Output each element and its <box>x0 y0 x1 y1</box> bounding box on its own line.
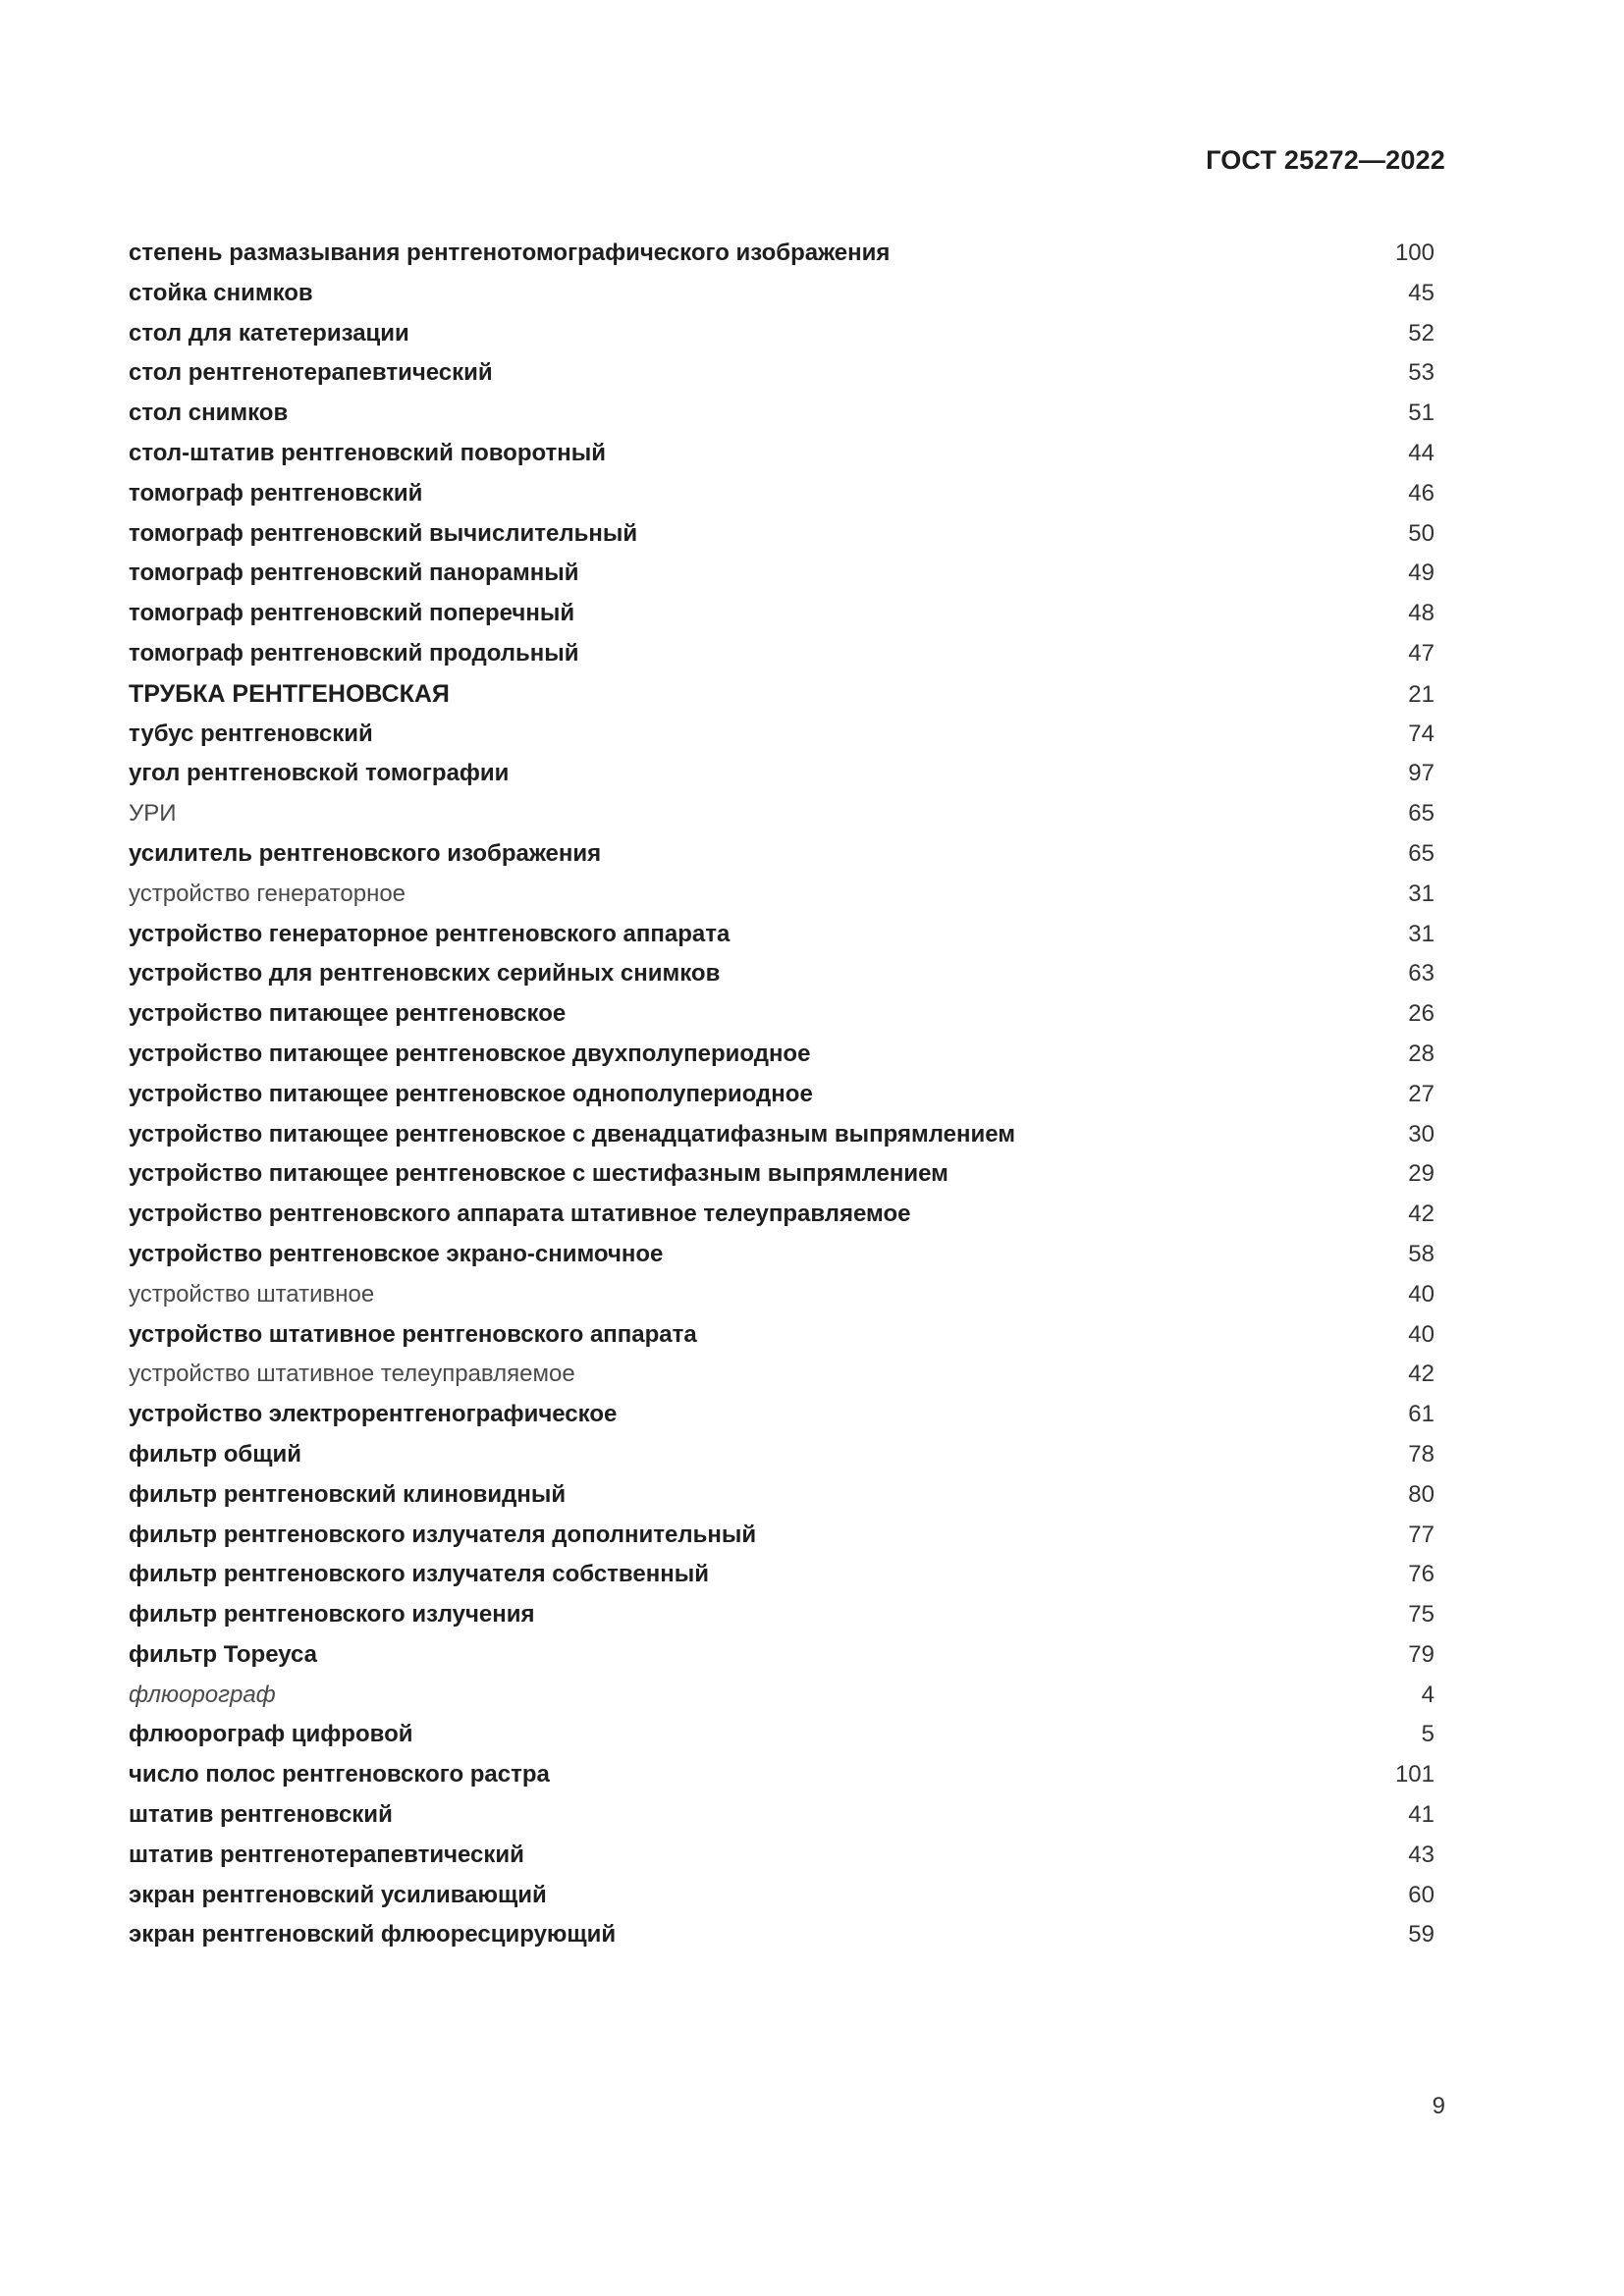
index-entry <box>129 474 1435 514</box>
index-term: устройство генераторное рентгеновского аппарата <box>129 920 731 947</box>
index-term: штатив рентгеновский <box>129 1801 393 1829</box>
index-term-number: 78 <box>1408 1440 1435 1468</box>
index-entry <box>129 1275 1435 1315</box>
index-entry <box>129 1555 1435 1595</box>
index-entry <box>129 1075 1435 1115</box>
index-entry <box>129 434 1435 474</box>
index-term: томограф рентгеновский панорамный <box>129 560 579 587</box>
index-term: число полос рентгеновского растра <box>129 1761 550 1789</box>
index-term: флюорограф цифровой <box>129 1721 413 1748</box>
index-term-number: 51 <box>1408 400 1435 427</box>
index-term-number: 59 <box>1408 1921 1435 1949</box>
index-entry <box>129 1395 1435 1435</box>
index-entry <box>129 994 1435 1035</box>
index-term: устройство электрорентгенографическое <box>129 1401 618 1428</box>
index-entry <box>129 1475 1435 1516</box>
index-term-number: 50 <box>1408 519 1435 547</box>
index-term-number: 5 <box>1421 1721 1435 1748</box>
index-term-number: 75 <box>1408 1601 1435 1629</box>
index-term: фильтр рентгеновского излучателя дополнительный <box>129 1521 757 1548</box>
index-term-number: 60 <box>1408 1881 1435 1908</box>
index-term: флюорограф <box>129 1681 276 1708</box>
index-term-number: 101 <box>1394 1761 1435 1789</box>
index-term: устройство штативное <box>129 1280 375 1308</box>
index-term: угол рентгеновской томографии <box>129 760 510 787</box>
index-term-number: 76 <box>1408 1561 1435 1588</box>
index-entry <box>129 875 1435 915</box>
index-term: стойка снимков <box>129 279 313 306</box>
index-term-number: 49 <box>1408 560 1435 587</box>
index-entry <box>129 1676 1435 1716</box>
index-entry <box>129 1595 1435 1635</box>
index-term: фильтр рентгеновский клиновидный <box>129 1480 567 1508</box>
index-entry <box>129 554 1435 594</box>
index-entry <box>129 1876 1435 1916</box>
index-entry <box>129 1755 1435 1795</box>
index-term-number: 65 <box>1408 839 1435 867</box>
index-term-number: 97 <box>1408 760 1435 787</box>
index-term: устройство рентгеновского аппарата штативное телеуправляемое <box>129 1201 911 1228</box>
index-entry <box>129 314 1435 354</box>
index-term-number: 42 <box>1408 1201 1435 1228</box>
index-term: фильтр рентгеновского излучения <box>129 1601 535 1629</box>
index-term: усилитель рентгеновского изображения <box>129 839 602 867</box>
index-term-number: 45 <box>1408 279 1435 306</box>
index-term: устройство рентгеновское экрано-снимочное <box>129 1240 664 1267</box>
index-entry <box>129 1836 1435 1876</box>
index-term-number: 44 <box>1408 439 1435 466</box>
index-entry <box>129 1915 1435 1955</box>
index-term-number: 29 <box>1408 1160 1435 1188</box>
index-term-number: 79 <box>1408 1640 1435 1668</box>
index-entry <box>129 1115 1435 1155</box>
index-term: томограф рентгеновский <box>129 479 423 507</box>
index-entry <box>129 754 1435 794</box>
index-term-number: 65 <box>1408 800 1435 828</box>
index-term-number: 52 <box>1408 319 1435 347</box>
index-term: устройство питающее рентгеновское с шестифазным выпрямлением <box>129 1160 948 1188</box>
index-entry <box>129 834 1435 875</box>
index-term: томограф рентгеновский продольный <box>129 639 579 667</box>
index-entry <box>129 794 1435 834</box>
index-entry <box>129 1195 1435 1235</box>
index-term: стол-штатив рентгеновский поворотный <box>129 439 607 466</box>
index-term: фильтр общий <box>129 1440 301 1468</box>
index-term: экран рентгеновский усиливающий <box>129 1881 547 1908</box>
term-index-list <box>129 234 1435 1955</box>
index-entry <box>129 1035 1435 1075</box>
index-term-number: 41 <box>1408 1801 1435 1829</box>
index-term-number: 31 <box>1408 920 1435 947</box>
index-term: УРИ <box>129 800 177 828</box>
index-term: стол снимков <box>129 400 289 427</box>
index-term: тубус рентгеновский <box>129 720 373 747</box>
index-term-number: 63 <box>1408 960 1435 988</box>
index-entry <box>129 274 1435 314</box>
index-term-number: 26 <box>1408 1000 1435 1028</box>
index-term-number: 46 <box>1408 479 1435 507</box>
index-term-number: 31 <box>1408 880 1435 907</box>
index-entry <box>129 1235 1435 1275</box>
index-entry <box>129 674 1435 715</box>
index-entry <box>129 234 1435 274</box>
index-term: ТРУБКА РЕНТГЕНОВСКАЯ <box>129 679 450 708</box>
index-term-number: 42 <box>1408 1361 1435 1388</box>
index-entry <box>129 915 1435 955</box>
index-entry <box>129 1715 1435 1755</box>
index-term-number: 80 <box>1408 1480 1435 1508</box>
index-term: штатив рентгенотерапевтический <box>129 1841 524 1868</box>
index-term: устройство питающее рентгеновское однополупериодное <box>129 1080 813 1107</box>
index-entry <box>129 1355 1435 1395</box>
index-entry <box>129 514 1435 555</box>
index-entry <box>129 634 1435 674</box>
index-term-number: 28 <box>1408 1040 1435 1067</box>
index-term-number: 40 <box>1408 1320 1435 1348</box>
index-term: устройство питающее рентгеновское <box>129 1000 567 1028</box>
index-term-number: 40 <box>1408 1280 1435 1308</box>
index-term: томограф рентгеновский вычислительный <box>129 519 638 547</box>
index-term-number: 61 <box>1408 1401 1435 1428</box>
index-term: степень размазывания рентгенотомографического изображения <box>129 240 891 266</box>
index-entry <box>129 715 1435 755</box>
index-entry <box>129 1635 1435 1676</box>
page-number: 9 <box>1432 2093 1445 2119</box>
index-entry <box>129 1315 1435 1356</box>
index-term-number: 58 <box>1408 1240 1435 1267</box>
index-entry <box>129 1154 1435 1195</box>
index-entry <box>129 1435 1435 1475</box>
index-term-number: 48 <box>1408 600 1435 627</box>
index-term: экран рентгеновский флюоресцирующий <box>129 1921 617 1949</box>
index-entry <box>129 1516 1435 1556</box>
index-term-number: 27 <box>1408 1080 1435 1107</box>
index-entry <box>129 954 1435 994</box>
index-term-number: 43 <box>1408 1841 1435 1868</box>
index-term: устройство генераторное <box>129 880 406 907</box>
index-term: устройство питающее рентгеновское двухполупериодное <box>129 1040 811 1067</box>
index-term: устройство для рентгеновских серийных снимков <box>129 960 721 988</box>
index-entry <box>129 353 1435 394</box>
index-term: устройство штативное рентгеновского аппарата <box>129 1320 697 1348</box>
index-term: фильтр Тореуса <box>129 1640 317 1668</box>
index-term-number: 47 <box>1408 639 1435 667</box>
index-term: фильтр рентгеновского излучателя собственный <box>129 1561 709 1588</box>
index-entry <box>129 394 1435 434</box>
index-term-number: 77 <box>1408 1521 1435 1548</box>
index-term: стол для катетеризации <box>129 319 409 347</box>
index-term-number: 100 <box>1394 240 1435 266</box>
index-term-number: 53 <box>1408 359 1435 387</box>
index-term-number: 4 <box>1421 1681 1435 1708</box>
index-entry <box>129 1795 1435 1836</box>
index-term: томограф рентгеновский поперечный <box>129 600 575 627</box>
index-term: стол рентгенотерапевтический <box>129 359 493 387</box>
index-term: устройство питающее рентгеновское с двенадцатифазным выпрямлением <box>129 1120 1016 1148</box>
index-term-number: 74 <box>1408 720 1435 747</box>
document-code-header: ГОСТ 25272—2022 <box>1206 145 1445 175</box>
index-term: устройство штативное телеуправляемое <box>129 1361 575 1388</box>
index-entry <box>129 594 1435 634</box>
index-term-number: 30 <box>1408 1120 1435 1148</box>
index-term-number: 21 <box>1408 680 1435 708</box>
